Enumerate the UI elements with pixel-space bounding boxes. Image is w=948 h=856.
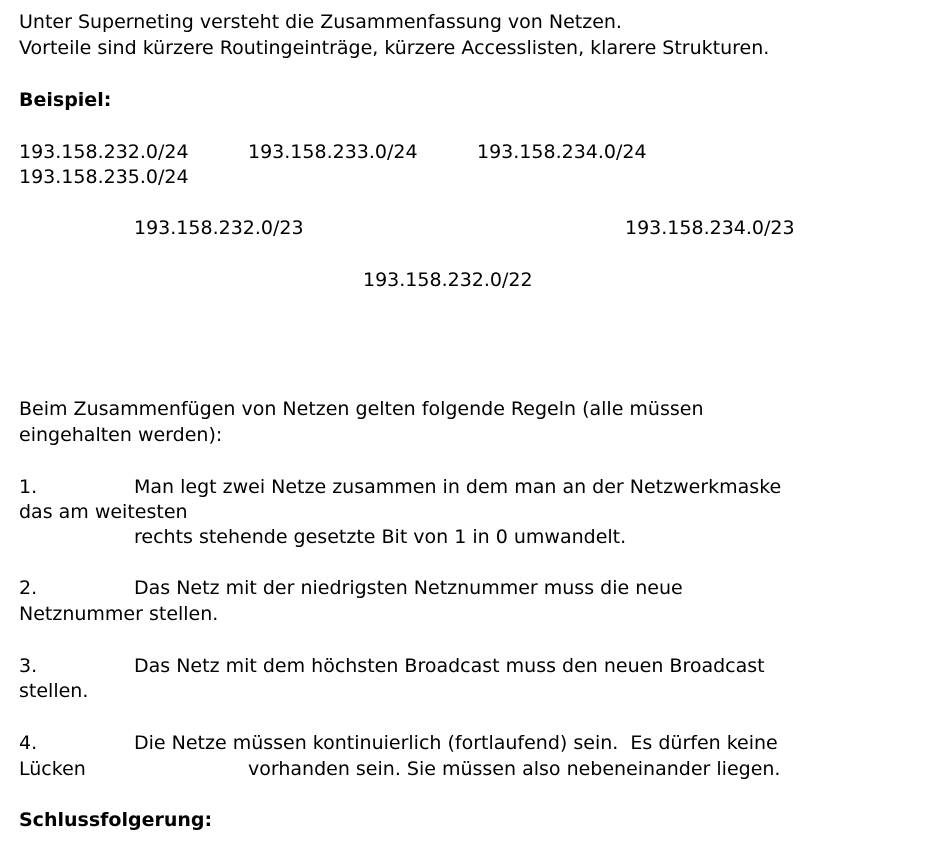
rule-text-line-2b: vorhanden sein. Sie müssen also nebeneinander liegen. [248, 758, 781, 780]
network-24-3: 193.158.234.0/24 [477, 141, 647, 163]
rule-text-line-2: Netznummer stellen. [19, 603, 219, 625]
rule-number: 3. [19, 655, 38, 677]
rule-number: 4. [19, 732, 38, 754]
conclusion-heading: Schlussfolgerung: [19, 809, 213, 831]
rule-text-line-1: Man legt zwei Netze zusammen in dem man an der Netzwerkmaske [134, 476, 782, 498]
network-24-1: 193.158.232.0/24 [19, 141, 189, 163]
rule-text-line-2: das am weitesten [19, 501, 188, 523]
rule-text-line-2: stellen. [19, 680, 89, 702]
network-24-2: 193.158.233.0/24 [248, 141, 418, 163]
example-heading: Beispiel: [19, 89, 112, 111]
network-23-1: 193.158.232.0/23 [134, 217, 304, 239]
rule-text-line-1: Das Netz mit dem höchsten Broadcast muss den neuen Broadcast [134, 655, 765, 677]
network-22: 193.158.232.0/22 [363, 269, 533, 291]
rule-text-line-1: Die Netze müssen kontinuierlich (fortlaufend) sein. Es dürfen keine [134, 732, 778, 754]
rules-intro-line-2: eingehalten werden): [19, 424, 223, 446]
rule-number: 2. [19, 577, 38, 599]
network-23-2: 193.158.234.0/23 [625, 217, 795, 239]
network-24-4: 193.158.235.0/24 [19, 166, 189, 188]
rule-text-line-2a: Lücken [19, 758, 86, 780]
rule-text-line-3: rechts stehende gesetzte Bit von 1 in 0 umwandelt. [134, 526, 627, 548]
rule-number: 1. [19, 476, 38, 498]
rules-intro-line-1: Beim Zusammenfügen von Netzen gelten folgende Regeln (alle müssen [19, 398, 704, 420]
intro-line-1: Unter Superneting versteht die Zusammenfassung von Netzen. [19, 11, 622, 33]
rule-text-line-1: Das Netz mit der niedrigsten Netznummer muss die neue [134, 577, 683, 599]
intro-line-2: Vorteile sind kürzere Routingeinträge, kürzere Accesslisten, klarere Strukturen. [19, 37, 770, 59]
